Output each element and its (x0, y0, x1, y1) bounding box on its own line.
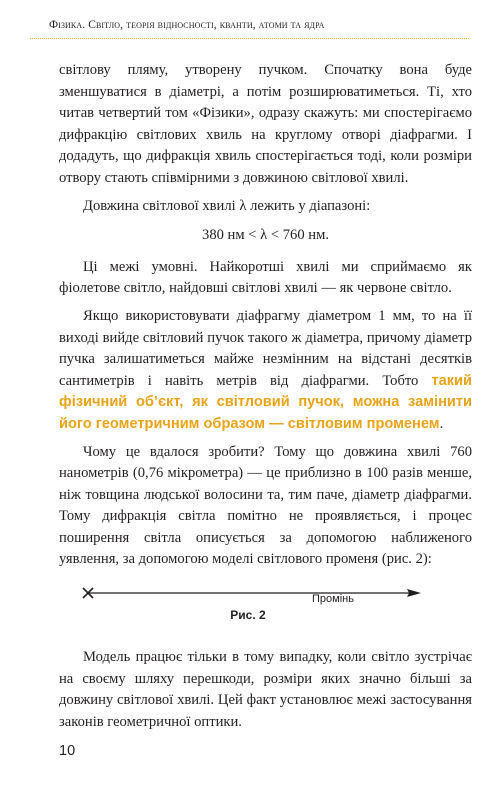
paragraph-1: світлову пляму, утворену пучком. Спочатку вона буде зменшуватися в діаметрі, а потім розширюватиметься. Ті, хто читав четвертий том «Фізики», одразу скажуть: ми спостерігаємо дифракцію світлових хвиль на круглому отворі діафрагми. І додадуть, що дифракція хвиль спостерігається тоді, коли розміри отвору стають співмірними з довжиною світлової хвилі. (59, 62, 472, 186)
page-number: 10 (59, 743, 76, 759)
paragraph-5: Чому це вдалося зробити? Тому що довжина хвилі 760 нанометрів (0,76 мікрометра) — це приблизно в 100 разів менше, ніж товщина людської волосини та, тим паче, діаметр діафрагми. Тому дифракція світла помітно не проявляється, і процес поширення світла описується за допомогою наближеного уявлення, за допомогою моделі світлового променя (рис. 2): (59, 443, 472, 568)
paragraph-6: Модель працює тільки в тому випадку, коли світло зустрічає на своєму шляху перешкоди, розміри яких значно більші за довжину світлової хвилі. Цей факт установлює межі застосування законів геометричної оптики. (59, 649, 472, 730)
header-divider (30, 38, 469, 39)
highlighted-definition: такий фізичний об’єкт, як світловий пучок, можна замінити його геометричним образом — світловим променем (59, 372, 472, 432)
paragraph-4-text: Якщо використовувати діафрагму діаметром 1 мм, то на її виході вийде світловий пучок такого ж діаметра, причому діаметр пучка залишатиметься майже незмінним на відстані десятків сантиметрів і навіть метрів від діафрагми. Тобто (59, 307, 472, 389)
light-ray-diagram (59, 585, 439, 605)
paragraph-3: Ці межі умовні. Найкоротші хвилі ми сприймаємо як фіолетове світло, найдовші світлові хвилі — як червоне світло. (59, 258, 472, 297)
figure-2 (59, 585, 472, 647)
running-title: Фізика. Світло, теорія відносності, кванти, атоми та ядра (49, 19, 325, 31)
ray-label: Промінь (312, 593, 354, 606)
paragraph-4 (59, 306, 472, 436)
paragraph-2: Довжина світлової хвилі λ лежить у діапазоні: (83, 197, 371, 214)
ray-arrow-icon (407, 589, 421, 597)
paragraph-4-end: . (439, 415, 444, 432)
figure-caption: Рис. 2 (230, 608, 266, 623)
page-body (59, 60, 472, 733)
wavelength-formula: 380 нм < λ < 760 нм. (202, 227, 329, 244)
